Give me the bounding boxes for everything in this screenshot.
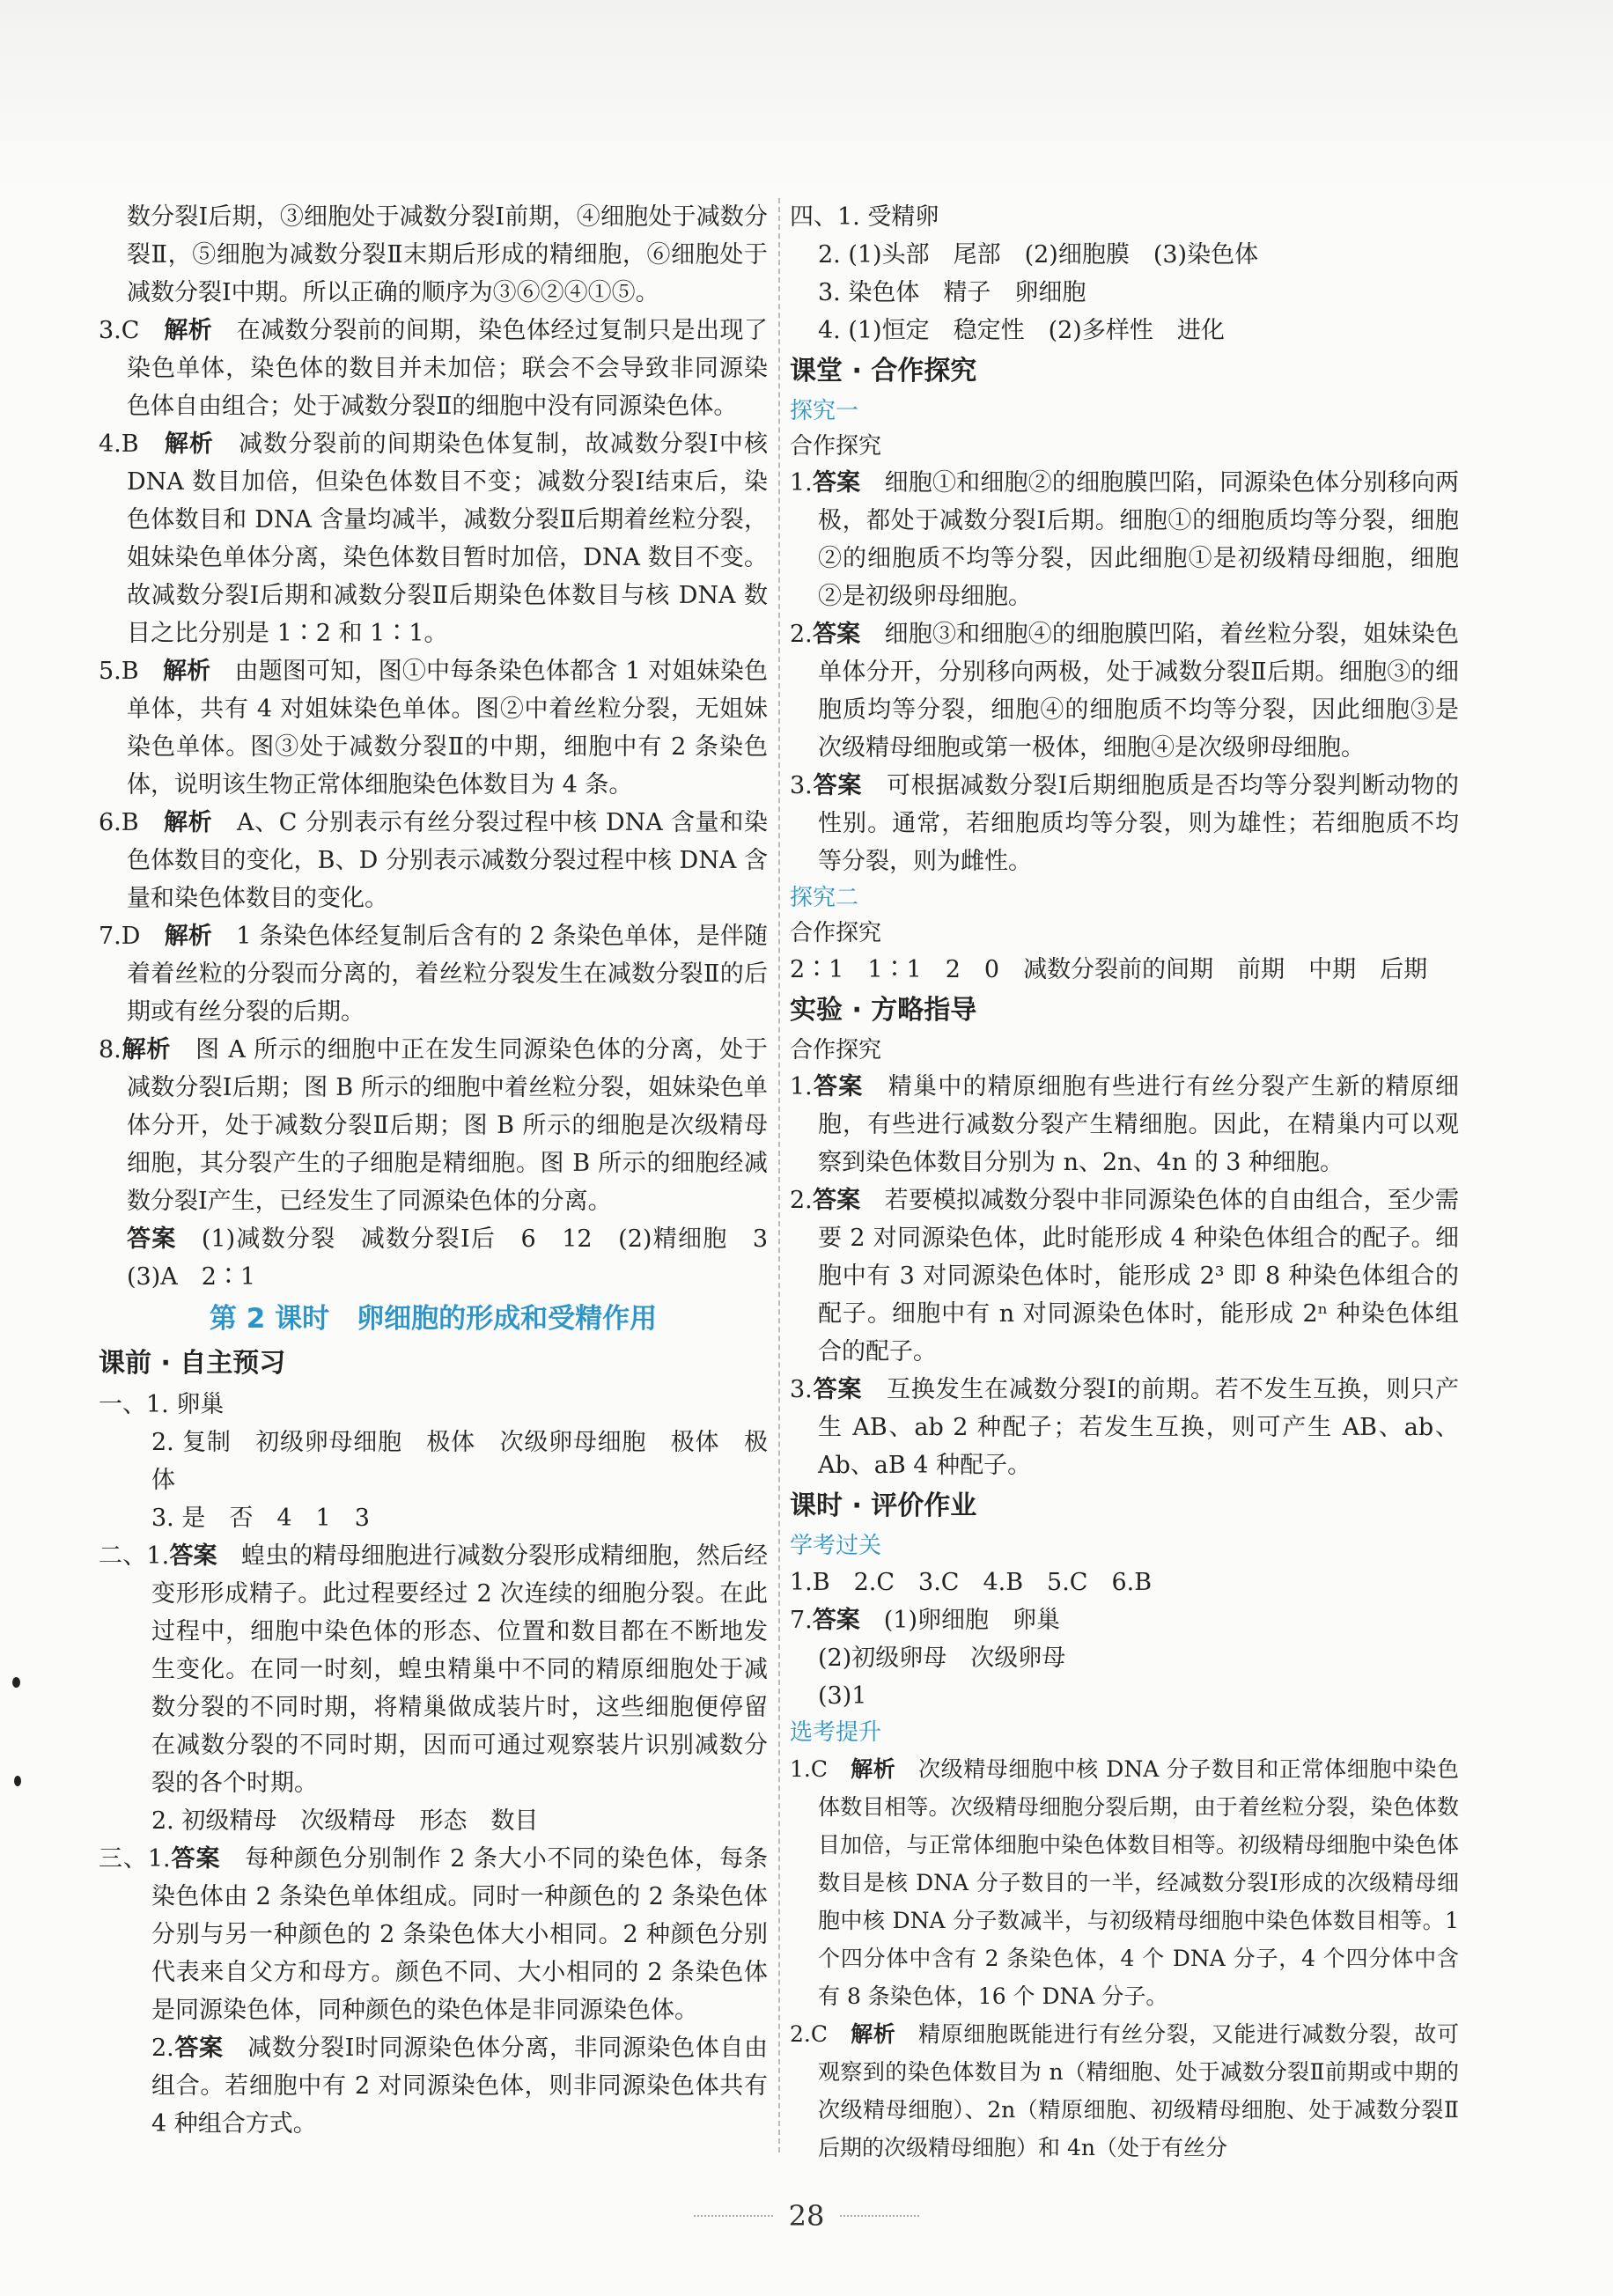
coop-label: 合作探究 bbox=[790, 1037, 882, 1063]
section-heading-evaluation: 课时 · 评价作业 bbox=[790, 1490, 977, 1521]
preview-item: 4. (1)恒定 稳定性 (2)多样性 进化 bbox=[818, 317, 1225, 344]
left-column bbox=[99, 198, 792, 2143]
answer-line: 1.B 2.C 3.C 4.B 5.C 6.B bbox=[790, 1569, 1153, 1596]
column-divider bbox=[778, 198, 780, 2152]
q7-answer: 7.答案 (1)卵细胞 卵巢 bbox=[790, 1607, 1061, 1634]
intro-text: 数分裂Ⅰ后期，③细胞处于减数分裂Ⅰ前期，④细胞处于减数分裂Ⅱ，⑤细胞为减数分裂Ⅱ末期后形成的精细胞，⑥细胞处于减数分裂Ⅰ中期。所以正确的顺序为③⑥②④①⑤。 bbox=[127, 203, 768, 306]
margin-dot bbox=[14, 1776, 21, 1786]
answer-item: 2.答案 细胞③和细胞④的细胞膜凹陷，着丝粒分裂，姐妹染色单体分开，分别移向两极，处于减数分裂Ⅱ后期。细胞③的细胞质均等分裂，细胞④的细胞质不均等分裂，因此细胞③是次级精母细胞或第一极体，细胞④是次级卵母细胞。 bbox=[790, 621, 1460, 762]
q8-answer: 答案 (1)减数分裂 减数分裂Ⅰ后 6 12 (2)精细胞 3 (3)A 2∶1 bbox=[127, 1225, 792, 1291]
preview-item: 3. 是 否 4 1 3 bbox=[151, 1505, 370, 1532]
section-heading-preview: 课前 · 自主预习 bbox=[99, 1348, 286, 1379]
footer-ornament bbox=[840, 2215, 919, 2217]
preview-item: 2. 复制 初级卵母细胞 极体 次级卵母细胞 极体 极体 bbox=[151, 1429, 768, 1494]
page-footer bbox=[0, 2199, 1613, 2233]
section-heading-class: 课堂 · 合作探究 bbox=[790, 356, 977, 386]
preview-answer: 2.答案 减数分裂Ⅰ时同源染色体分离，非同源染色体自由组合。若细胞中有 2 对同源染色体，则非同源染色体共有 4 种组合方式。 bbox=[151, 2035, 769, 2138]
right-column bbox=[790, 198, 1459, 2167]
preview-item: 一、1. 卵巢 bbox=[99, 1391, 225, 1418]
preview-item: 2. (1)头部 尾部 (2)细胞膜 (3)染色体 bbox=[818, 241, 1259, 269]
answer-item: 2.答案 若要模拟减数分裂中非同源染色体的自由组合，至少需要 2 对同源染色体，此时能形成 4 种染色体组合的配子。细胞中有 3 对同源染色体时，能形成 2³ 即 8 种染色体组合的配子。细胞中有 n 对同源染色体时，能形成 2ⁿ 种染色体组合的配子。 bbox=[790, 1187, 1460, 1365]
footer-ornament bbox=[694, 2215, 773, 2217]
explore-two-label: 探究二 bbox=[790, 885, 859, 911]
answer-item: 8.解析 图 A 所示的细胞中正在发生同源染色体的分离，处于减数分裂Ⅰ后期；图 B 所示的细胞中着丝粒分裂，姐妹染色单体分开，处于减数分裂Ⅱ后期；图 B 所示的细胞是次级精母细胞，其分裂产生的子细胞是精细胞。图 B 所示的细胞经减数分裂Ⅰ产生，已经发生了同源染色体的分离。 bbox=[99, 1036, 769, 1215]
coop-label: 合作探究 bbox=[790, 920, 882, 946]
section-heading-experiment: 实验 · 方略指导 bbox=[790, 995, 977, 1026]
answer-item: 3.C 解析 在减数分裂前的间期，染色体经过复制只是出现了染色单体，染色体的数目并未加倍；联会不会导致非同源染色体自由组合；处于减数分裂Ⅱ的细胞中没有同源染色体。 bbox=[99, 317, 769, 420]
page-number: 28 bbox=[788, 2199, 825, 2233]
answer-item: 1.答案 精巢中的精原细胞有些进行有丝分裂产生新的精原细胞，有些进行减数分裂产生精细胞。因此，在精巢内可以观察到染色体数目分别为 n、2n、4n 的 3 种细胞。 bbox=[790, 1073, 1460, 1176]
answer-item: 1.C 解析 次级精母细胞中核 DNA 分子数目和正常体细胞中染色体数目相等。次级精母细胞分裂后期，由于着丝粒分裂，染色体数目加倍，与正常体细胞中染色体数目相等。初级精母细胞中染色体数目是核 DNA 分子数目的一半，经减数分裂Ⅰ形成的次级精母细胞中核 DNA 分子数减半，与初级精母细胞中染色体数目相等。1 个四分体中含有 2 条染色体，4 个 DNA 分子，4 个四分体中含有 8 条染色体，16 个 DNA 分子。 bbox=[790, 1756, 1459, 2009]
answer-item: 1.答案 细胞①和细胞②的细胞膜凹陷，同源染色体分别移向两极，都处于减数分裂Ⅰ后期。细胞①的细胞质均等分裂，细胞②的细胞质不均等分裂，因此细胞①是初级精母细胞，细胞②是初级卵母细胞。 bbox=[790, 469, 1460, 610]
coop-label: 合作探究 bbox=[790, 433, 882, 460]
preview-answer: 三、1.答案 每种颜色分别制作 2 条大小不同的染色体，每条染色体由 2 条染色单体组成。同时一种颜色的 2 条染色体分别与另一种颜色的 2 条染色体大小相同。2 种颜色分别代表来自父方和母方。颜色不同、大小相同的 2 条染色体是同源染色体，同种颜色的染色体是非同源染色体。 bbox=[99, 1845, 768, 2024]
q7-answer-line: (2)初级卵母 次级卵母 bbox=[818, 1645, 1066, 1672]
lesson-title: 第 2 课时 卵细胞的形成和受精作用 bbox=[209, 1303, 658, 1335]
answer-item: 3.答案 互换发生在减数分裂Ⅰ的前期。若不发生互换，则只产生 AB、ab 2 种配子；若发生互换，则可产生 AB、ab、Ab、aB 4 种配子。 bbox=[790, 1376, 1460, 1479]
answer-item: 2.C 解析 精原细胞既能进行有丝分裂，又能进行减数分裂，故可观察到的染色体数目为 n（精细胞、处于减数分裂Ⅱ前期或中期的次级精母细胞）、2n（精原细胞、初级精母细胞、处于减数分裂Ⅱ后期的次级精母细胞）和 4n（处于有丝分 bbox=[790, 2021, 1459, 2160]
answer-item: 5.B 解析 由题图可知，图①中每条染色体都含 1 对姐妹染色单体，共有 4 对姐妹染色单体。图②中着丝粒分裂，无姐妹染色单体。图③处于减数分裂Ⅱ的中期，细胞中有 2 条染色体，说明该生物正常体细胞染色体数目为 4 条。 bbox=[99, 658, 769, 798]
answer-item: 4.B 解析 减数分裂前的间期染色体复制，故减数分裂Ⅰ中核 DNA 数目加倍，但染色体数目不变；减数分裂Ⅰ结束后，染色体数目和 DNA 含量均减半，减数分裂Ⅱ后期着丝粒分裂，姐妹染色单体分离，染色体数目暂时加倍，DNA 数目不变。故减数分裂Ⅰ后期和减数分裂Ⅱ后期染色体数目与核 DNA 数目之比分别是 1∶2 和 1∶1。 bbox=[99, 430, 769, 647]
preview-item: 四、1. 受精卵 bbox=[790, 203, 939, 231]
pass-label: 学考过关 bbox=[790, 1533, 882, 1559]
q7-answer-line: (3)1 bbox=[818, 1682, 867, 1710]
advance-label: 选考提升 bbox=[790, 1719, 882, 1746]
answer-item: 7.D 解析 1 条染色体经复制后含有的 2 条染色单体，是伴随着着丝粒的分裂而分离的，着丝粒分裂发生在减数分裂Ⅱ的后期或有丝分裂的后期。 bbox=[99, 923, 769, 1026]
preview-item: 2. 初级精母 次级精母 形态 数目 bbox=[151, 1807, 539, 1835]
margin-dot bbox=[12, 1677, 20, 1688]
answer-item: 6.B 解析 A、C 分别表示有丝分裂过程中核 DNA 含量和染色体数目的变化，B、D 分别表示减数分裂过程中核 DNA 含量和染色体数目的变化。 bbox=[99, 809, 769, 912]
answer-item: 3.答案 可根据减数分裂Ⅰ后期细胞质是否均等分裂判断动物的性别。通常，若细胞质均等分裂，则为雄性；若细胞质不均等分裂，则为雌性。 bbox=[790, 772, 1460, 875]
preview-answer: 二、1.答案 蝗虫的精母细胞进行减数分裂形成精细胞，然后经变形形成精子。此过程要经过 2 次连续的细胞分裂。在此过程中，细胞中染色体的形态、位置和数目都在不断地发生变化。在同一时刻，蝗虫精巢中不同的精原细胞处于减数分裂的不同时期，将精巢做成装片时，这些细胞便停留在减数分裂的不同时期，因而可通过观察装片识别减数分裂的各个时期。 bbox=[99, 1542, 769, 1797]
top-shade bbox=[0, 0, 1613, 189]
explore-one-label: 探究一 bbox=[790, 398, 859, 424]
explore-two-answer: 2∶1 1∶1 2 0 减数分裂前的间期 前期 中期 后期 bbox=[790, 956, 1428, 983]
preview-item: 3. 染色体 精子 卵细胞 bbox=[818, 279, 1086, 306]
